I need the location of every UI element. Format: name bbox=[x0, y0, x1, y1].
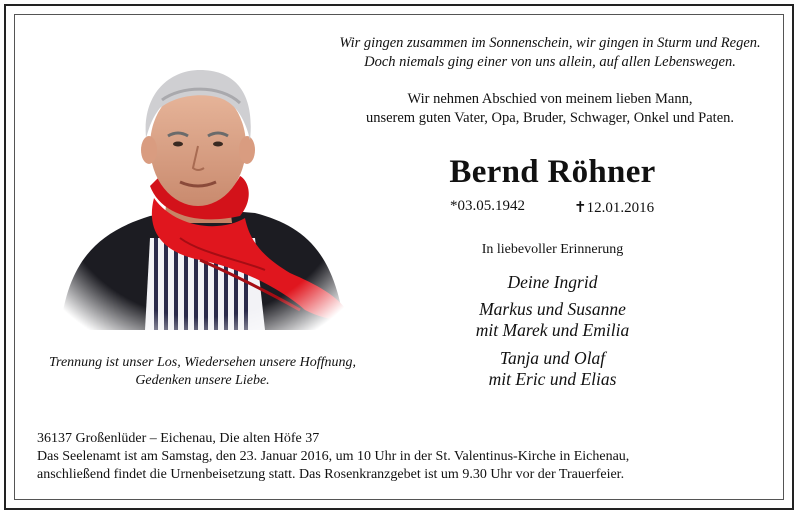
service-line-2: anschließend findet die Urnenbeisetzung statt. Das Rosenkranzgebet ist um 9.30 Uhr vor der Trauerfeier. bbox=[37, 467, 625, 482]
family-group-2-line-1: Markus und Susanne bbox=[479, 299, 626, 319]
intro-line-1: Wir nehmen Abschied von meinem lieben Mann, bbox=[407, 91, 693, 107]
poem-line-2: Doch niemals ging einer von uns allein, auf allen Lebenswegen. bbox=[364, 54, 736, 70]
family-group-2 bbox=[400, 299, 705, 341]
deceased-name: Bernd Röhner bbox=[449, 154, 656, 190]
death-date: ✝12.01.2016 bbox=[574, 200, 655, 216]
family-group-3-line-1: Tanja und Olaf bbox=[499, 348, 606, 368]
memory-text: In liebevoller Erinnerung bbox=[481, 242, 624, 257]
poem bbox=[330, 34, 770, 72]
family-group-2-line-2: mit Marek und Emilia bbox=[475, 320, 630, 340]
motto-line-1: Trennung ist unser Los, Wiedersehen unsere Hoffnung, bbox=[49, 355, 356, 370]
intro-line-2: unserem guten Vater, Opa, Bruder, Schwager, Onkel und Paten. bbox=[365, 110, 735, 126]
family-group-1-line: Deine Ingrid bbox=[507, 272, 598, 292]
poem-line-1: Wir gingen zusammen im Sonnenschein, wir gingen in Sturm und Regen. bbox=[339, 35, 761, 51]
service-details bbox=[37, 430, 777, 484]
motto bbox=[30, 354, 375, 390]
birth-date: *03.05.1942 bbox=[450, 198, 525, 214]
family-group-1 bbox=[400, 272, 705, 293]
service-line-1: Das Seelenamt ist am Samstag, den 23. Januar 2016, um 10 Uhr in der St. Valentinus-Kirche in Eichenau, bbox=[37, 449, 630, 464]
portrait-photo bbox=[50, 48, 355, 335]
motto-line-2: Gedenken unsere Liebe. bbox=[135, 373, 270, 388]
address-line: 36137 Großenlüder – Eichenau, Die alten Höfe 37 bbox=[37, 431, 320, 446]
family-group-3 bbox=[400, 348, 705, 390]
family-group-3-line-2: mit Eric und Elias bbox=[488, 369, 617, 389]
farewell-intro bbox=[330, 90, 770, 128]
